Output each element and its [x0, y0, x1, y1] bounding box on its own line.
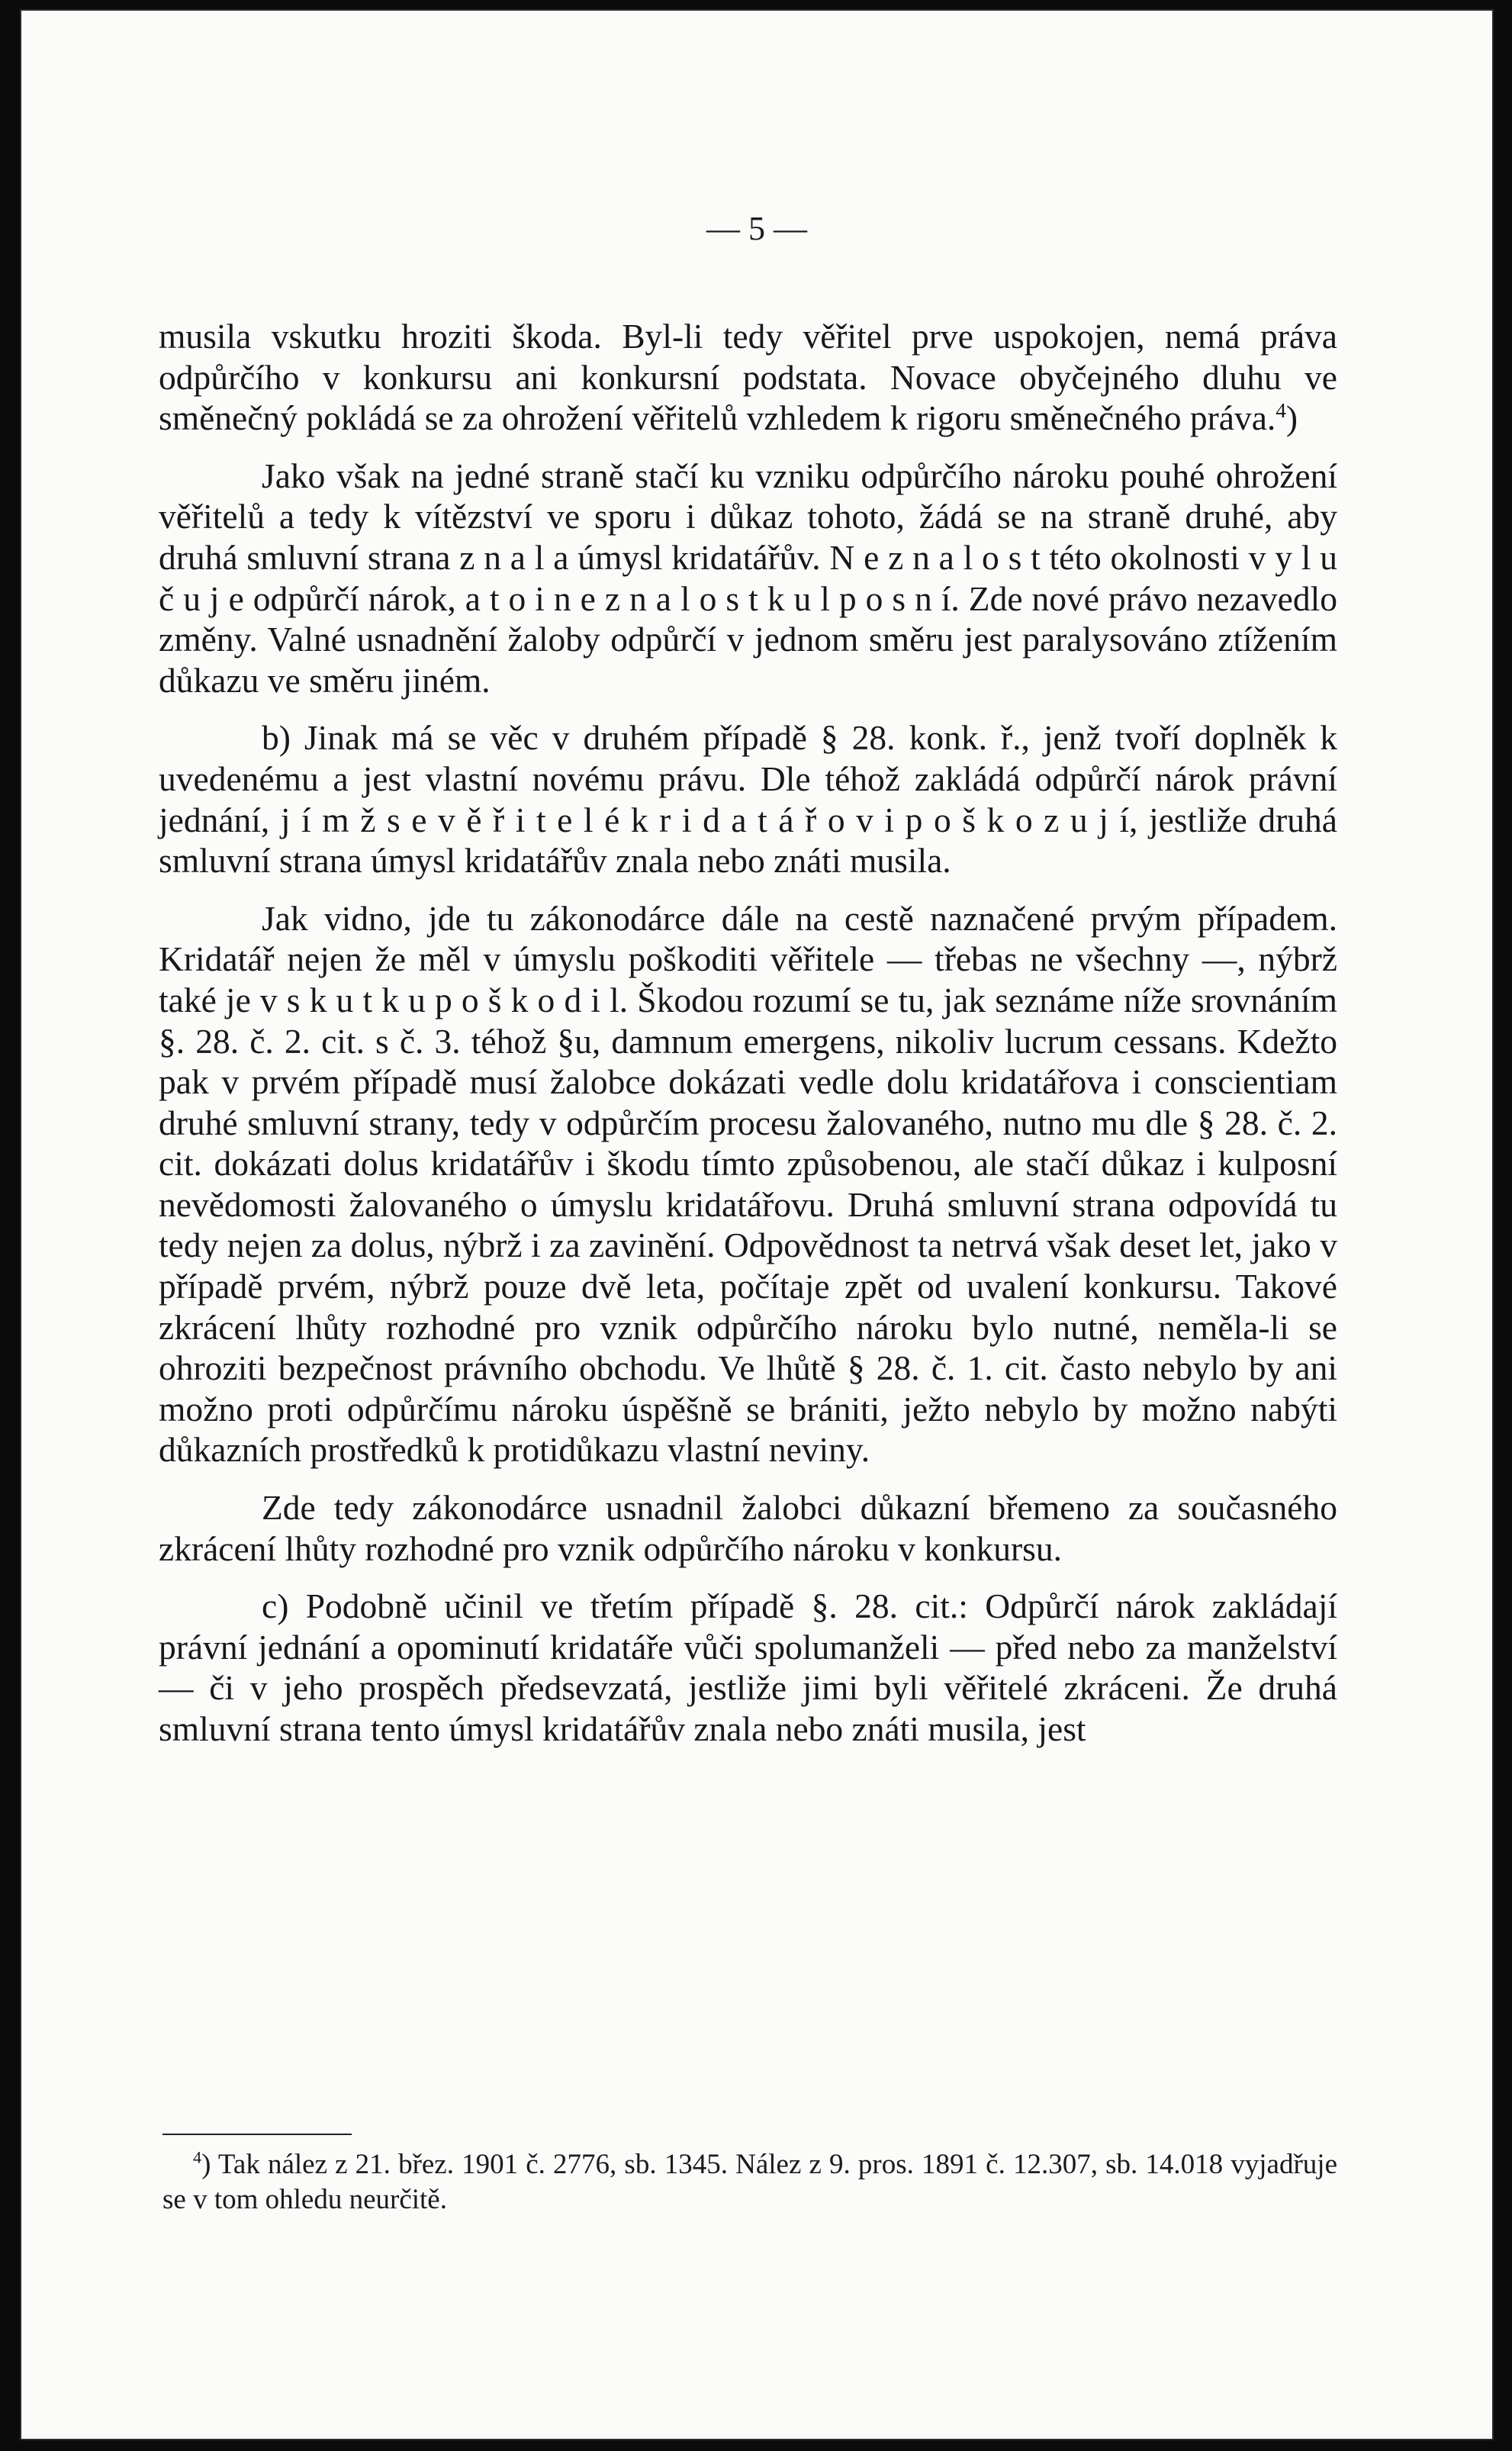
- footnote-divider: [162, 2134, 352, 2135]
- footnote-mark: 4: [193, 2147, 202, 2167]
- footnote: $^4$) Tak nález z 21. břez. 1901 č. 2776, sb. 1345. Nález z 9. pros. 1891 č. 12.307, sb. 14.018 vyjadřuje se v tom ohledu neurčitě.: [162, 2147, 1337, 2215]
- paragraph: musila vskutku hroziti škoda. Byl-li tedy věřitel prve uspokojen, nemá práva odpůrčího v konkursu ani konkursní podstata. Novace obyčejného dluhu ve směnečný pokládá se za ohrožení věřitelů vzhledem k rigoru směnečného práva.$^4$): [159, 317, 1337, 438]
- paragraph: Jak vidno, jde tu zákonodárce dále na cestě naznačené prvým případem. Kridatář nejen že měl v úmyslu poškoditi věřitele — třebas ne všechny —, nýbrž také je v s k u t k u p o š k o d i l. Škodou rozumí se tu, jak seznáme níže srovnáním §. 28. č. 2. cit. s č. 3. téhož §u, damnum emergens, nikoliv lucrum cessans. Kdežto pak v prvém případě musí žalobce dokázati vedle dolu kridatářova i conscientiam druhé smluvní strany, tedy v odpůrčím procesu žalovaného, nutno mu dle § 28. č. 2. cit. dokázati dolus kridatářův i škodu tímto způsobenou, ale stačí důkaz i kulposní nevědomosti žalovaného o úmyslu kridatářovu. Druhá smluvní strana odpovídá tu tedy nejen za dolus, nýbrž i za zavinění. Odpovědnost ta netrvá však deset let, jako v případě prvém, nýbrž pouze dvě leta, počítaje zpět od uvalení konkursu. Takové zkrácení lhůty rozhodné pro vznik odpůrčího nároku bylo nutné, neměla-li se ohroziti bezpečnost právního obchodu. Ve lhůtě § 28. č. 1. cit. často nebylo by ani možno proti odpůrčímu nároku úspěšně se brániti, ježto nebylo by možno nabýti důkazních prostředků k protidůkazu vlastní neviny.: [159, 898, 1337, 1470]
- paragraph: c) Podobně učinil ve třetím případě §. 28. cit.: Odpůrčí nárok zakládají právní jednání a opominutí kridatáře vůči spolumanželi — před nebo za manželství — či v jeho prospěch předsevzatá, jestliže jimi byli věřitelé zkráceni. Že druhá smluvní strana tento úmysl kridatářův znala nebo znáti musila, jest: [159, 1586, 1337, 1748]
- body-text: [159, 316, 1337, 1767]
- page-number: — 5 —: [706, 210, 807, 247]
- book-page: [21, 11, 1492, 2439]
- footnote-reference: 4: [1276, 399, 1286, 423]
- paragraph: Jako však na jedné straně stačí ku vzniku odpůrčího nároku pouhé ohrožení věřitelů a tedy k vítězství ve sporu i důkaz tohoto, žádá se na straně druhé, aby druhá smluvní strana z n a l a úmysl kridatářův. N e z n a l o s t této okolnosti v y l u č u j e odpůrčí nárok, a t o i n e z n a l o s t k u l p o s n í. Zde nové právo nezavedlo změny. Valné usnadnění žaloby odpůrčí v jednom směru jest paralysováno ztížením důkazu ve směru jiném.: [159, 456, 1337, 700]
- paragraph: Zde tedy zákonodárce usnadnil žalobci důkazní břemeno za současného zkrácení lhůty rozhodné pro vznik odpůrčího nároku v konkursu.: [159, 1488, 1337, 1568]
- paragraph: b) Jinak má se věc v druhém případě § 28. konk. ř., jenž tvoří doplněk k uvedenému a jest vlastní novému právu. Dle téhož zakládá odpůrčí nárok právní jednání, j í m ž s e v ě ř i t e l é k r i d a t á ř o v i p o š k o z u j í, jestliže druhá smluvní strana úmysl kridatářův znala nebo znáti musila.: [159, 718, 1337, 881]
